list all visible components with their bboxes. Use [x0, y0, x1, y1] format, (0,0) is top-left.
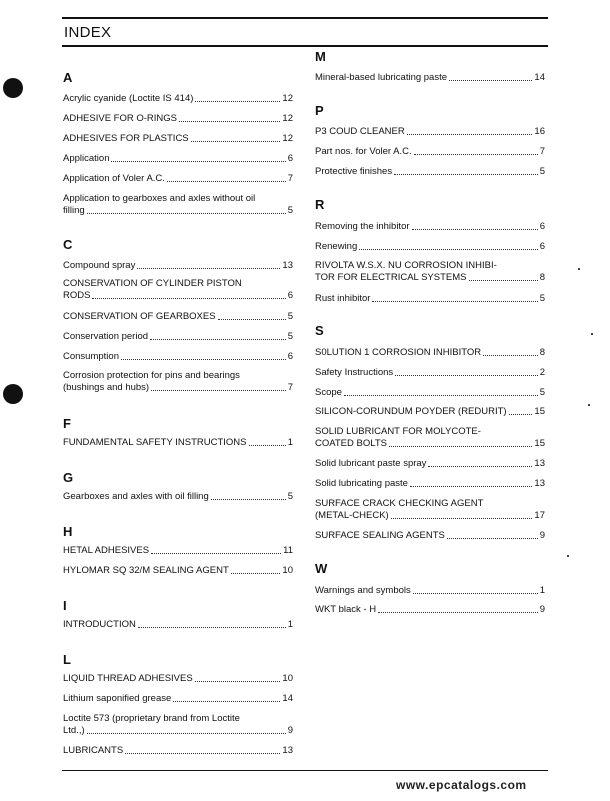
page-number: 15	[534, 406, 545, 417]
index-entry-text: Application	[63, 153, 110, 164]
dot-leader	[138, 627, 286, 628]
index-entry-text: CONSERVATION OF GEARBOXES	[63, 311, 216, 322]
footer-rule	[62, 770, 548, 771]
index-entry-text: HETAL ADHESIVES	[63, 545, 150, 556]
index-entry-text: Rust inhibitor	[315, 293, 371, 304]
index-entry-text: Acrylic cyanide (Loctite IS 414)	[63, 93, 194, 104]
index-entry-text: ADHESIVES FOR PLASTICS	[63, 133, 189, 144]
index-entry-text-continued: TOR FOR ELECTRICAL SYSTEMS	[315, 272, 467, 283]
dot-leader	[391, 518, 533, 519]
index-section-letter: S	[315, 323, 324, 338]
dot-leader	[151, 390, 286, 391]
dot-leader	[195, 681, 281, 682]
index-entry	[63, 331, 293, 343]
index-entry-text-continued: Ltd.,)	[63, 725, 85, 736]
page-number: 6	[287, 290, 293, 301]
index-section-letter: H	[63, 524, 73, 539]
scan-speck	[578, 268, 580, 270]
index-section-letter: W	[315, 561, 328, 576]
dot-leader	[509, 414, 533, 415]
index-entry	[315, 347, 545, 359]
index-entry	[63, 311, 293, 323]
index-entry-text: LUBRICANTS	[63, 745, 124, 756]
index-entry-text-continued: COATED BOLTS	[315, 438, 387, 449]
index-entry	[315, 458, 545, 470]
page-number: 14	[282, 693, 293, 704]
dot-leader	[179, 121, 280, 122]
page-number: 13	[282, 260, 293, 271]
page-number: 1	[287, 437, 293, 448]
dot-leader	[211, 499, 286, 500]
index-entry-text: Solid lubricating paste	[315, 478, 408, 489]
page-number: 12	[282, 113, 293, 124]
page-number: 15	[534, 438, 545, 449]
index-entry	[315, 293, 545, 305]
index-entry	[63, 153, 293, 165]
index-entry-text-continued: RODS	[63, 290, 91, 301]
index-entry-text: Scope	[315, 387, 342, 398]
index-entry-text: Solid lubricant paste spray	[315, 458, 427, 469]
page-number: 13	[534, 458, 545, 469]
page-number: 8	[539, 272, 545, 283]
dot-leader	[389, 446, 532, 447]
index-entry-text: Conservation period	[63, 331, 149, 342]
index-entry-text: Consumption	[63, 351, 119, 362]
dot-leader	[372, 301, 537, 302]
index-section-letter: C	[63, 237, 73, 252]
dot-leader	[195, 101, 280, 102]
page-number: 9	[539, 604, 545, 615]
index-entry	[63, 491, 293, 503]
page-number: 8	[539, 347, 545, 358]
page-number: 7	[287, 382, 293, 393]
index-entry	[315, 367, 545, 379]
index-entry	[63, 113, 293, 125]
scan-speck	[567, 555, 569, 557]
page-number: 9	[539, 530, 545, 541]
page-number: 5	[539, 387, 545, 398]
dot-leader	[87, 213, 286, 214]
page-number: 1	[539, 585, 545, 596]
page-number: 16	[534, 126, 545, 137]
index-entry	[63, 545, 293, 557]
page-number: 10	[282, 673, 293, 684]
index-entry-text: Removing the inhibitor	[315, 221, 410, 232]
page-number: 7	[539, 146, 545, 157]
index-entry-text: Application to gearboxes and axles without oil	[63, 193, 256, 204]
index-entry	[315, 387, 545, 399]
index-entry	[63, 713, 293, 737]
index-entry	[315, 72, 545, 84]
dot-leader	[167, 181, 286, 182]
index-entry	[315, 241, 545, 253]
index-entry-text: P3 COUD CLEANER	[315, 126, 405, 137]
dot-leader	[378, 612, 538, 613]
dot-leader	[413, 593, 538, 594]
dot-leader	[191, 141, 281, 142]
index-entry	[315, 585, 545, 597]
index-entry-text-continued: (bushings and hubs)	[63, 382, 150, 393]
dot-leader	[87, 733, 286, 734]
index-entry	[63, 93, 293, 105]
dot-leader	[92, 298, 285, 299]
dot-leader	[125, 753, 280, 754]
dot-leader	[449, 80, 532, 81]
index-entry	[63, 133, 293, 145]
dot-leader	[414, 154, 538, 155]
index-entry-text: Safety Instructions	[315, 367, 394, 378]
page-number: 6	[539, 241, 545, 252]
page-number: 7	[287, 173, 293, 184]
page-number: 6	[539, 221, 545, 232]
dot-leader	[469, 280, 538, 281]
dot-leader	[447, 538, 538, 539]
page-number: 12	[282, 93, 293, 104]
dot-leader	[394, 174, 538, 175]
index-entry-text: Part nos. for Voler A.C.	[315, 146, 412, 157]
index-entry	[63, 565, 293, 577]
index-entry-text-continued: (METAL-CHECK)	[315, 510, 389, 521]
page-number: 11	[283, 545, 293, 556]
page-number: 5	[287, 491, 293, 502]
index-entry	[63, 193, 293, 217]
index-entry	[63, 437, 293, 449]
index-entry	[63, 173, 293, 185]
index-entry	[63, 673, 293, 685]
dot-leader	[218, 319, 286, 320]
header-rule-bottom	[62, 45, 548, 47]
index-entry-text: Protective finishes	[315, 166, 393, 177]
index-entry	[63, 693, 293, 705]
dot-leader	[410, 486, 532, 487]
dot-leader	[150, 339, 286, 340]
index-section-letter: P	[315, 103, 324, 118]
page-number: 14	[534, 72, 545, 83]
index-entry	[63, 278, 293, 302]
binder-hole-top	[3, 78, 23, 98]
page-number: 13	[534, 478, 545, 489]
dot-leader	[231, 573, 281, 574]
index-entry	[315, 498, 545, 522]
page-number: 6	[287, 153, 293, 164]
index-entry	[63, 745, 293, 757]
page-number: 17	[534, 510, 545, 521]
scan-speck	[591, 333, 593, 335]
index-entry-text: WKT black - H	[315, 604, 377, 615]
index-entry-text: Warnings and symbols	[315, 585, 411, 596]
dot-leader	[412, 229, 538, 230]
footer-watermark: www.epcatalogs.com	[396, 778, 527, 792]
index-entry	[315, 146, 545, 158]
dot-leader	[395, 375, 538, 376]
page-number: 5	[287, 331, 293, 342]
index-entry-text: INTRODUCTION	[63, 619, 136, 630]
index-entry-text: Renewing	[315, 241, 358, 252]
index-entry	[315, 604, 545, 616]
index-entry-text-continued: filling	[63, 205, 85, 216]
page-number: 1	[287, 619, 293, 630]
index-section-letter: I	[63, 598, 67, 613]
dot-leader	[249, 445, 286, 446]
index-entry	[315, 530, 545, 542]
index-entry-text: SILICON-CORUNDUM POYDER (REDURIT)	[315, 406, 507, 417]
index-entry-text: HYLOMAR SQ 32/M SEALING AGENT	[63, 565, 229, 576]
index-entry	[63, 351, 293, 363]
header-rule-top	[62, 17, 548, 19]
index-entry-text: FUNDAMENTAL SAFETY INSTRUCTIONS	[63, 437, 247, 448]
page-number: 5	[287, 205, 293, 216]
index-entry-text: Loctite 573 (proprietary brand from Loctite	[63, 713, 240, 724]
index-entry-text: Compound spray	[63, 260, 136, 271]
index-section-letter: M	[315, 49, 326, 64]
index-entry-text: Mineral-based lubricating paste	[315, 72, 448, 83]
dot-leader	[344, 395, 538, 396]
index-entry-text: CONSERVATION OF CYLINDER PISTON	[63, 278, 242, 289]
index-entry-text: RIVOLTA W.S.X. NU CORROSION INHIBI-	[315, 260, 497, 271]
page-title: INDEX	[64, 24, 112, 41]
index-entry-text: SURFACE CRACK CHECKING AGENT	[315, 498, 484, 509]
page-number: 5	[539, 166, 545, 177]
binder-hole-bottom	[3, 384, 23, 404]
page-number: 12	[282, 133, 293, 144]
index-entry-text: Lithium saponified grease	[63, 693, 172, 704]
dot-leader	[173, 701, 280, 702]
dot-leader	[121, 359, 286, 360]
index-section-letter: F	[63, 416, 71, 431]
dot-leader	[111, 161, 285, 162]
index-entry	[63, 619, 293, 631]
dot-leader	[428, 466, 532, 467]
page-number: 5	[539, 293, 545, 304]
index-entry	[63, 370, 293, 394]
index-section-letter: G	[63, 470, 74, 485]
dot-leader	[407, 134, 533, 135]
page-number: 6	[287, 351, 293, 362]
index-section-letter: R	[315, 197, 325, 212]
index-section-letter: A	[63, 70, 73, 85]
index-entry-text: Application of Voler A.C.	[63, 173, 165, 184]
index-entry	[315, 221, 545, 233]
scan-speck	[588, 404, 590, 406]
index-entry-text: SOLID LUBRICANT FOR MOLYCOTE-	[315, 426, 481, 437]
page-number: 2	[539, 367, 545, 378]
index-entry	[315, 260, 545, 284]
index-entry	[315, 166, 545, 178]
index-section-letter: L	[63, 652, 71, 667]
page-number: 9	[287, 725, 293, 736]
dot-leader	[151, 553, 281, 554]
index-entry	[315, 406, 545, 418]
index-entry	[315, 426, 545, 450]
index-entry-text: Corrosion protection for pins and bearings	[63, 370, 240, 381]
index-entry	[315, 478, 545, 490]
page-number: 5	[287, 311, 293, 322]
dot-leader	[137, 268, 280, 269]
page-number: 13	[282, 745, 293, 756]
page-number: 10	[282, 565, 293, 576]
index-entry	[315, 126, 545, 138]
dot-leader	[483, 355, 538, 356]
index-entry-text: LIQUID THREAD ADHESIVES	[63, 673, 193, 684]
index-entry	[63, 260, 293, 272]
index-entry-text: ADHESIVE FOR O-RINGS	[63, 113, 178, 124]
dot-leader	[359, 249, 537, 250]
index-entry-text: SURFACE SEALING AGENTS	[315, 530, 445, 541]
index-entry-text: S0LUTION 1 CORROSION INHIBITOR	[315, 347, 482, 358]
index-entry-text: Gearboxes and axles with oil filling	[63, 491, 209, 502]
